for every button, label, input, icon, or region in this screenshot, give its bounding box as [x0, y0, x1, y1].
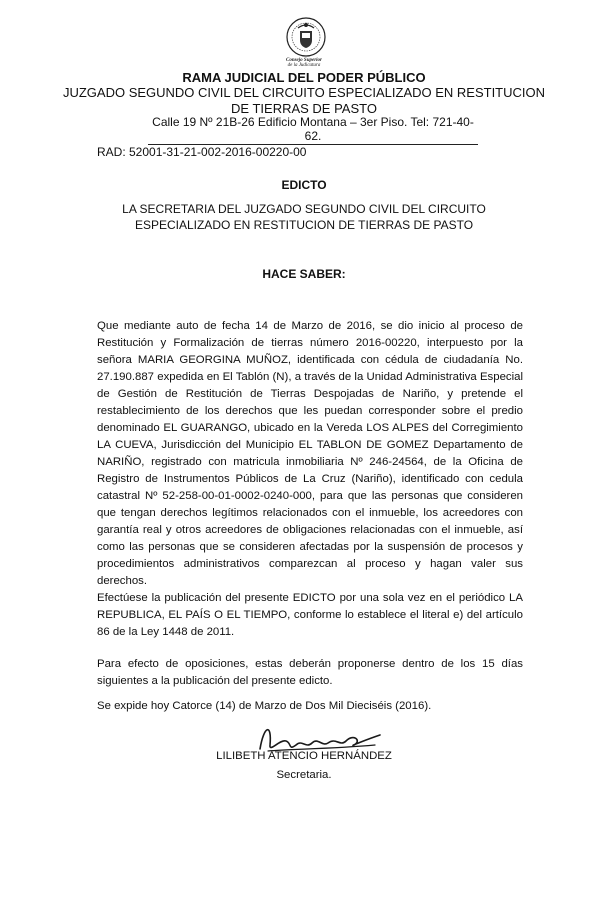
hace-saber-heading: HACE SABER: — [262, 267, 346, 281]
document-title: EDICTO — [281, 178, 327, 192]
paragraph-oppositions: Para efecto de oposiciones, estas deberán proponerse dentro de los 15 días siguientes a la publicación del presente edicto. — [97, 658, 523, 687]
header-line-1: RAMA JUDICIAL DEL PODER PÚBLICO — [182, 70, 426, 85]
signer-title: Secretaria. — [276, 769, 332, 781]
header-address: Calle 19 Nº 21B-26 Edificio Montana – 3er Piso. Tel: 721-40-62. — [148, 115, 478, 145]
secretaria-line-1: LA SECRETARIA DEL JUZGADO SEGUNDO CIVIL DEL CIRCUITO — [122, 202, 486, 216]
case-number: RAD: 52001-31-21-002-2016-00220-00 — [97, 145, 307, 159]
header-line-3: DE TIERRAS DE PASTO — [231, 101, 377, 116]
coat-of-arms-seal-icon — [285, 16, 327, 58]
paragraph-main: Que mediante auto de fecha 14 de Marzo de 2016, se dio inicio al proceso de Restitución y Formalización de tierras número 2016-00220, interpuesto por la señora MARIA GEORGINA MUÑOZ, identificada con cédula de ciudadanía No. 27.190.887 expedida en El Tablón (N), a través de la Unidad Administrativa Especial de Gestión de Restitución de Tierras Despojadas de Nariño, y pretende el restablecimiento de los derechos que les puedan corresponder sobre el predio denominado EL GUARANGO, ubicado en la Vereda LOS ALPES del Corregimiento LA CUEVA, Jurisdicción del Municipio EL TABLON DE GOMEZ Departamento de NARIÑO, registrado con matricula inmobiliaria Nº 246-24564, de la Oficina de Registro de Instrumentos Públicos de La Cruz (Nariño), identificado con cedula catastral Nº 52-258-00-01-0002-0240-000, para que las personas que consideren que tengan derechos legítimos relacionados con el inmueble, los acreedores con garantía real y otros acreedores de obligaciones relacionadas con el inmueble, así como las personas que se consideren afectadas por la suspensión de procesos y procedimientos administrativos comparezcan al proceso y hagan valer sus derechos. — [97, 320, 523, 587]
seal-caption-1: Consejo Superior — [286, 58, 322, 63]
paragraph-publication: Efectúese la publicación del presente EDICTO por una sola vez en el periódico LA REPUBLICA, EL PAÍS O EL TIEMPO, conforme lo establece el literal e) del artículo 86 de la Ley 1448 de 2011. — [97, 592, 523, 638]
paragraph-issue-date: Se expide hoy Catorce (14) de Marzo de Dos Mil Dieciséis (2016). — [97, 700, 432, 712]
seal-caption-2: de la Judicatura — [287, 63, 321, 68]
signer-name: LILIBETH ATENCIO HERNÁNDEZ — [216, 750, 392, 762]
secretaria-line-2: ESPECIALIZADO EN RESTITUCION DE TIERRAS DE PASTO — [134, 218, 474, 232]
header-line-2: JUZGADO SEGUNDO CIVIL DEL CIRCUITO ESPECIALIZADO EN RESTITUCION — [62, 85, 546, 100]
